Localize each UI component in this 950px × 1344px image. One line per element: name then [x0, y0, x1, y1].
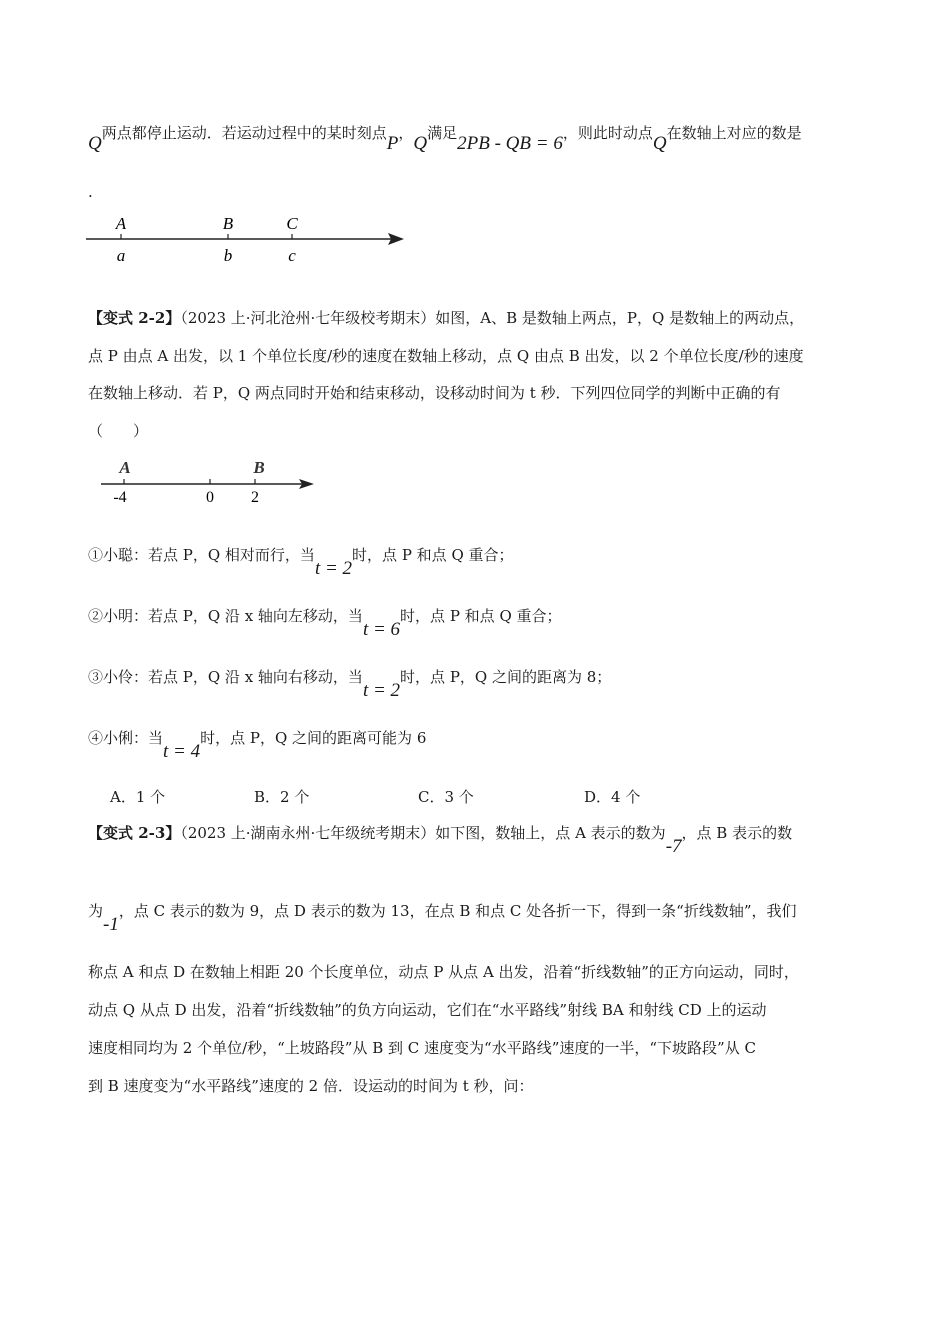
statement-3-math: t = 2	[362, 680, 401, 701]
v23-line2	[88, 900, 797, 935]
v22-text-1: （2023 上·河北沧州·七年级校考期末）如图，A、B 是数轴上两点，P，Q 是数轴上的两动点，	[180, 309, 805, 327]
v23-text-2b: ，点 C 表示的数为 9，点 D 表示的数为 13，在点 B 和点 C 处各折一下，得到一条“折线数轴”，我们	[118, 902, 797, 920]
v22-line1	[88, 307, 804, 328]
label-A: A	[119, 458, 131, 477]
label-B: B	[253, 458, 265, 477]
equation: 2PB - QB = 6	[457, 133, 563, 154]
option-c[interactable]: C．3 个	[418, 788, 474, 806]
var-p: P	[386, 133, 399, 154]
statement-1	[88, 544, 514, 579]
v23-text-1b: ，点 B 表示的数	[681, 824, 793, 842]
label-B: B	[222, 214, 234, 233]
statement-1-math: t = 2	[314, 558, 353, 579]
statement-4-math: t = 4	[163, 741, 201, 762]
label-a: a	[116, 246, 126, 265]
option-d[interactable]: D．4 个	[584, 788, 641, 806]
value-minus-7: -7	[665, 836, 682, 857]
statement-2	[88, 605, 562, 640]
answer-blank: .	[88, 183, 93, 201]
statement-2-pre: ②小明：若点 P，Q 沿 x 轴向左移动，当	[88, 607, 363, 625]
statement-2-post: 时，点 P 和点 Q 重合；	[400, 607, 562, 625]
number-line-figure-abc	[80, 205, 410, 270]
intro-text-3: ，则此时动点	[562, 124, 653, 142]
v22-tag: 【变式 2-2】	[88, 309, 181, 327]
v23-line5: 速度相同均为 2 个单位/秒，“上坡路段”从 B 到 C 速度变为“水平路线”速度的一半，“下坡路段”从 C	[88, 1039, 756, 1057]
statement-2-math: t = 6	[362, 619, 401, 640]
v22-line2: 点 P 由点 A 出发，以 1 个单位长度/秒的速度在数轴上移动，点 Q 由点 B 出发，以 2 个单位长度/秒的速度	[88, 347, 804, 365]
intro-text-1: 两点都停止运动．若运动过程中的某时刻点	[101, 124, 387, 142]
label-A: A	[115, 214, 127, 233]
label-b: b	[223, 246, 233, 265]
v22-line3: 在数轴上移动．若 P，Q 两点同时开始和结束移动，设移动时间为 t 秒．下列四位同学的判断中正确的有	[88, 384, 781, 402]
v23-line1	[88, 822, 793, 857]
label-c: c	[288, 246, 296, 265]
v23-line6: 到 B 速度变为“水平路线”速度的 2 倍．设运动的时间为 t 秒，问：	[88, 1077, 534, 1095]
v22-paren: （ ）	[88, 422, 149, 440]
statement-4	[88, 727, 427, 762]
comma: ，	[398, 124, 414, 142]
statement-4-pre: ④小俐：当	[88, 729, 164, 747]
statement-3	[88, 666, 612, 701]
tick-label-0: 0	[206, 489, 214, 506]
intro-line	[88, 122, 802, 154]
option-b[interactable]: B．2 个	[254, 788, 310, 806]
tick-label-2: 2	[251, 489, 259, 506]
tick-label-minus4: -4	[113, 489, 127, 506]
statement-3-post: 时，点 P，Q 之间的距离为 8；	[400, 668, 612, 686]
label-C: C	[286, 214, 298, 233]
var-q: Q	[88, 133, 102, 154]
var-q2: Q	[413, 133, 428, 154]
statement-3-pre: ③小伶：若点 P，Q 沿 x 轴向右移动，当	[88, 668, 363, 686]
intro-text-2: 满足	[427, 124, 458, 142]
value-minus-1: -1	[103, 914, 119, 935]
statement-4-post: 时，点 P，Q 之间的距离可能为 6	[200, 729, 427, 747]
v23-line4: 动点 Q 从点 D 出发，沿着“折线数轴”的负方向运动，它们在“水平路线”射线 BA 和射线 CD 上的运动	[88, 1001, 767, 1019]
v23-tag: 【变式 2-3】	[88, 824, 181, 842]
v23-text-1: （2023 上·湖南永州·七年级统考期末）如下图，数轴上，点 A 表示的数为	[180, 824, 666, 842]
var-q3: Q	[652, 133, 667, 154]
statement-1-pre: ①小聪：若点 P，Q 相对而行，当	[88, 546, 315, 564]
number-line-figure-ab	[95, 455, 325, 507]
statement-1-post: 时，点 P 和点 Q 重合；	[352, 546, 514, 564]
option-a[interactable]: A．1 个	[110, 788, 166, 806]
v23-text-2a: 为	[88, 902, 104, 920]
v23-line3: 称点 A 和点 D 在数轴上相距 20 个长度单位，动点 P 从点 A 出发，沿着“折线数轴”的正方向运动，同时，	[88, 963, 799, 981]
intro-text-4: 在数轴上对应的数是	[666, 124, 802, 142]
